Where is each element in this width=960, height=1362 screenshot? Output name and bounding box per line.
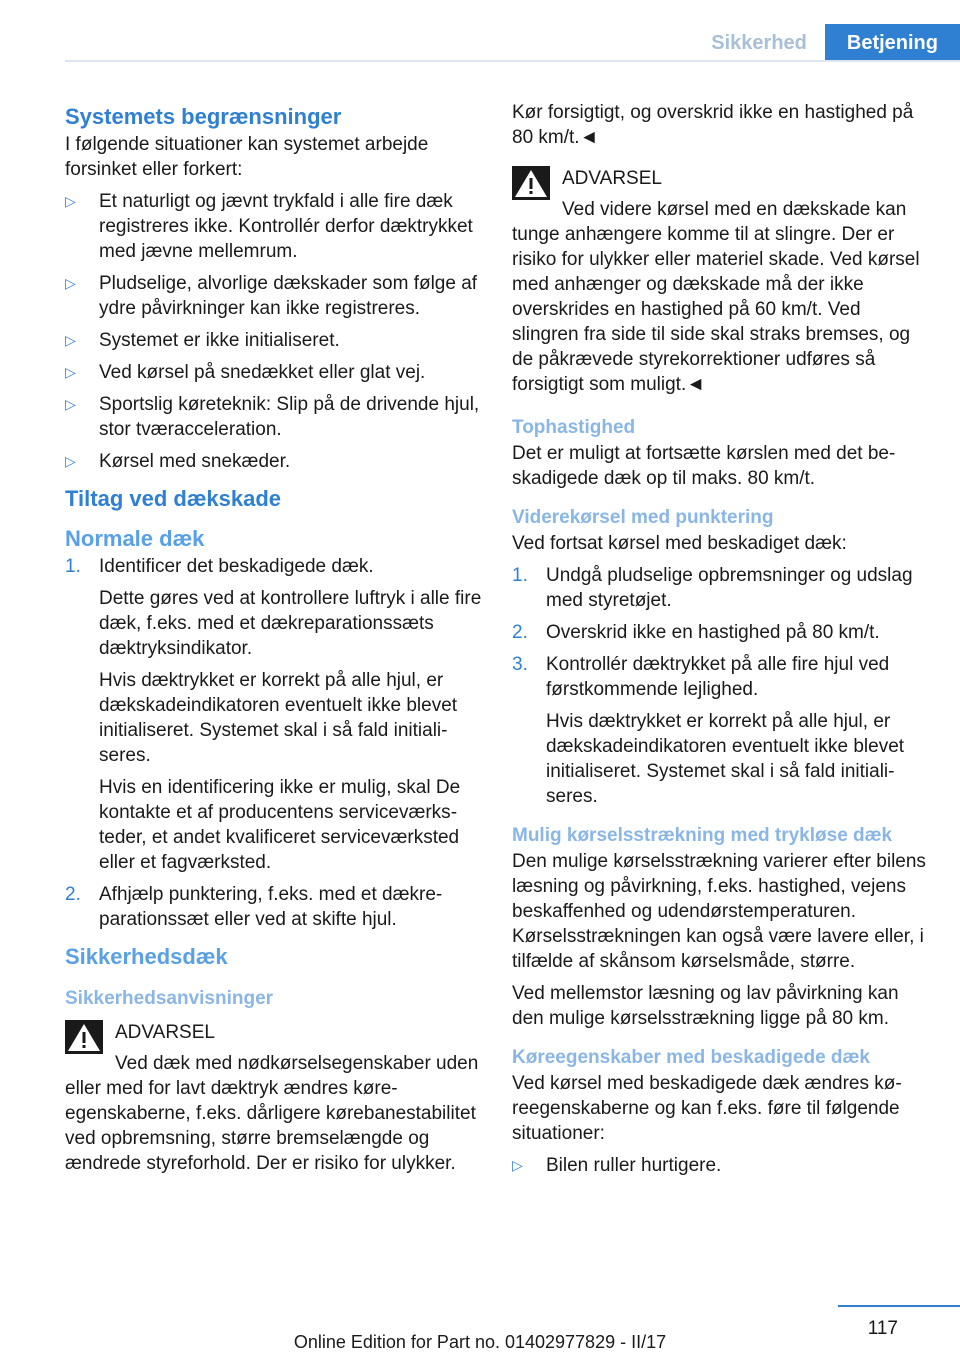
step-number: 3.	[512, 654, 528, 675]
list-item: ▷ Pludselige, alvorlige dækskader som følge af ydre påvirkninger kan ikke registreres.	[65, 273, 478, 319]
tab-sikkerhed[interactable]: Sikkerhed	[693, 24, 825, 62]
limits-list	[65, 189, 483, 474]
warning-box	[65, 1018, 483, 1176]
step-detail: Hvis dæktrykket er korrekt på alle hjul, er dækskadeindikatoren eventuelt ikke blevet initialiseret. Systemet skal i så fald initialiseres.	[99, 670, 458, 766]
warning-triangle-icon	[512, 166, 550, 200]
step-detail: Hvis dæktrykket er korrekt på alle hjul, er dækskadeindikatoren eventuelt ikke blevet initialiseret. Systemet skal i så fald initialiseres.	[546, 711, 905, 807]
triangle-bullet-icon: ▷	[65, 396, 76, 412]
heading-driving-properties: Køreegenskaber med beskadigede dæk	[512, 1047, 870, 1068]
heading-range: Mulig kørselsstrækning med trykløse dæk	[512, 825, 893, 846]
range-text-2: Ved mellemstor læsning og lav påvirkning kan den mulige kørselsstrækning ligge på 80 km.	[512, 983, 899, 1029]
drive-carefully-text: Kør forsigtigt, og overskrid ikke en hastighed på 80 km/t.◄	[512, 102, 914, 148]
list-item: ▷ Kørsel med snekæder.	[65, 451, 291, 472]
properties-text: Ved kørsel med beskadigede dæk ændres køreegenskaberne og kan f.eks. føre til følgende situationer:	[512, 1073, 902, 1144]
list-item: ▷ Bilen ruller hurtigere.	[512, 1155, 722, 1176]
header-divider	[65, 60, 960, 62]
triangle-bullet-icon: ▷	[65, 364, 76, 380]
list-item: 2. Overskrid ikke en hastighed på 80 km/t.	[512, 622, 880, 643]
right-column	[512, 100, 932, 1185]
triangle-bullet-icon: ▷	[65, 193, 76, 209]
heading-measures: Tiltag ved dækskade	[65, 486, 282, 511]
range-text-1: Den mulige kørselsstrækning varierer efter bilens læsning og påvirkning, f.eks. hastighed, vejens beskaffenhed og udendørstemperaturen. Kørselsstrækningen kan også være lavere eller, i tilfælde af skånsom kørselsmåde, større.	[512, 851, 926, 972]
step-number: 2.	[65, 884, 81, 905]
list-item: 1. Undgå pludselige opbremsninger og udslag med styretøjet.	[512, 565, 913, 611]
step-number: 1.	[65, 556, 81, 577]
step-detail: Dette gøres ved at kontrollere luftryk i alle fire dæk, f.eks. med et dækreparationssæts dæktryksindikator.	[99, 588, 482, 659]
heading-safety-tyres: Sikkerhedsdæk	[65, 944, 228, 969]
heading-system-limits: Systemets begrænsninger	[65, 104, 342, 129]
triangle-bullet-icon: ▷	[65, 453, 76, 469]
heading-safety-notes: Sikkerhedsanvisninger	[65, 988, 274, 1009]
list-item: ▷ Sportslig køreteknik: Slip på de drivende hjul, stor tværacceleration.	[65, 394, 480, 440]
normal-steps-list	[65, 554, 483, 932]
properties-list	[512, 1153, 932, 1178]
footer-divider	[838, 1305, 960, 1307]
warning-text: Ved videre kørsel med en dækskade kan tunge anhængere komme til at slingre. Der er risiko for ulykker eller materiel skade. Ved kørsel med anhænger og dækskade må der ikke overskrides en hastighed på 60 km/t. Ved slingren fra side til side skal straks bremses, og de påkrævede styrekorrektioner udføres så forsigtigt som muligt.◄	[512, 199, 920, 395]
warning-title: ADVARSEL	[115, 1022, 215, 1043]
tab-betjening[interactable]: Betjening	[825, 24, 960, 62]
heading-normal-tyres: Normale dæk	[65, 526, 205, 551]
list-item: ▷ Ved kørsel på snedækket eller glat vej.	[65, 362, 426, 383]
page-number: 117	[867, 1318, 898, 1339]
list-item: 2. Afhjælp punktering, f.eks. med et dækreparationssæt eller ved at skifte hjul.	[65, 884, 443, 930]
heading-top-speed: Tophastighed	[512, 417, 636, 438]
warning-title: ADVARSEL	[562, 168, 662, 189]
heading-continue-driving: Viderekørsel med punktering	[512, 507, 774, 528]
list-item: ▷ Et naturligt og jævnt trykfald i alle fire dæk registreres ikke. Kontrollér derfor dæktrykket med jævne mellemrum.	[65, 191, 473, 262]
warning-box	[512, 164, 932, 397]
warning-triangle-icon	[65, 1020, 103, 1054]
top-speed-text: Det er muligt at fortsætte kørslen med det beskadigede dæk op til maks. 80 km/t.	[512, 443, 896, 489]
list-item: ▷ Systemet er ikke initialiseret.	[65, 330, 340, 351]
triangle-bullet-icon: ▷	[512, 1157, 523, 1173]
edition-footer: Online Edition for Part no. 01402977829 - II/17	[293, 1332, 667, 1352]
triangle-bullet-icon: ▷	[65, 332, 76, 348]
left-column	[65, 100, 483, 1186]
list-item: 3. Kontrollér dæktrykket på alle fire hjul ved førstkommende lejlighed. Hvis dæktrykket er korrekt på alle hjul, er dækskadeindikatoren eventuelt ikke blevet initialiseret. Systemet skal i så fald initialiseres.	[512, 652, 932, 809]
step-number: 2.	[512, 622, 528, 643]
triangle-bullet-icon: ▷	[65, 275, 76, 291]
continue-steps-list	[512, 563, 932, 809]
warning-text: Ved dæk med nødkørselsegenskaber uden eller med for lavt dæktryk ændres køreegenskaberne, f.eks. dårligere kørebanestabilitet ved opbremsning, større bremselængde og ændrede styreforhold. Der er risiko for ulykker.	[65, 1053, 479, 1174]
step-number: 1.	[512, 565, 528, 586]
header-tabs	[693, 24, 960, 62]
step-detail: Hvis en identificering ikke er mulig, skal De kontakte et af producentens serviceværksteder, et andet kvalificeret serviceværksted eller et fagværksted.	[99, 777, 461, 873]
continue-intro: Ved fortsat kørsel med beskadiget dæk:	[512, 533, 847, 554]
limits-intro: I følgende situationer kan systemet arbejde forsinket eller forkert:	[65, 134, 429, 180]
list-item: 1. Identificer det beskadigede dæk. Dette gøres ved at kontrollere luftryk i alle fire dæk, f.eks. med et dækreparationssæts dæktryksindikator. Hvis dæktrykket er korrekt på alle hjul, er dækskadeindikatoren eventuelt ikke blevet initialiseret. Systemet skal i så fald initialiseres. Hvis en identificering ikke er mulig, skal De kontakte et af producentens serviceværksteder, et andet kvalificeret serviceværksted eller et fagværksted.	[65, 556, 482, 873]
